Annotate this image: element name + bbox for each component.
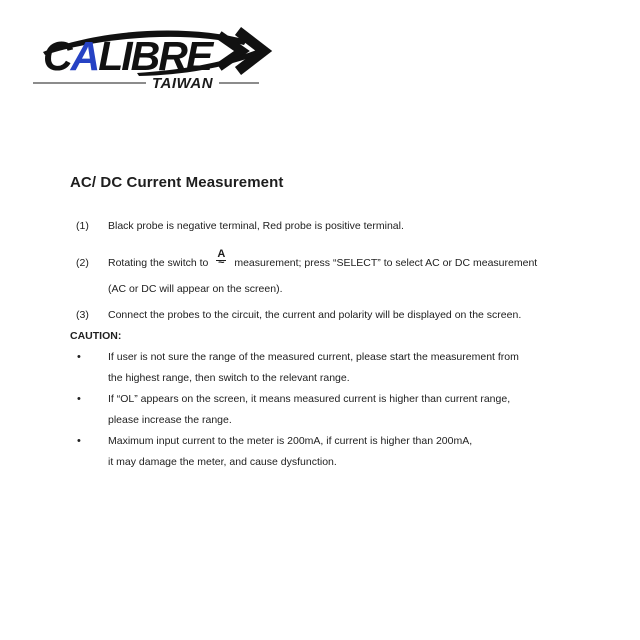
bullet-line: the highest range, then switch to the relevant range.	[108, 372, 350, 384]
bullet-line: If “OL” appears on the screen, it means measured current is higher than current range,	[108, 393, 511, 405]
numbered-item-1	[70, 216, 600, 237]
item-number: (2)	[76, 257, 89, 269]
bullet-dot: •	[77, 393, 81, 405]
bullet-dot: •	[77, 351, 81, 363]
acdc-amps-symbol-icon	[216, 249, 226, 269]
caution-heading: CAUTION:	[70, 330, 122, 342]
brand-letter-a: A	[70, 33, 99, 76]
item-text	[108, 249, 600, 300]
item-number: (1)	[76, 220, 89, 232]
item-text: Connect the probes to the circuit, the current and polarity will be displayed on the screen.	[108, 309, 522, 321]
numbered-item-3	[70, 305, 600, 326]
numbered-item-2	[70, 249, 600, 300]
bullet-text	[108, 389, 600, 431]
document-content	[70, 174, 600, 473]
bullet-line: please increase the range.	[108, 414, 232, 426]
item-number: (3)	[76, 309, 89, 321]
bullet-text	[108, 347, 600, 389]
symbol-letter: A	[217, 248, 226, 260]
caution-bullet-2	[70, 389, 600, 431]
text-before-symbol: Rotating the switch to	[108, 256, 209, 269]
caution-bullet-1	[70, 347, 600, 389]
brand-letters-rest: LIBRE	[98, 33, 212, 76]
country-label: TAIWAN	[152, 74, 214, 92]
bullet-line: If user is not sure the range of the measured current, please start the measurement from	[108, 351, 519, 363]
item-line: (AC or DC will appear on the screen).	[108, 283, 283, 295]
left-rule	[33, 82, 146, 84]
bullet-line: Maximum input current to the meter is 200mA, if current is higher than 200mA,	[108, 435, 473, 447]
calibre-logo	[33, 24, 275, 91]
text-after-symbol: measurement; press “SELECT” to select AC or DC measurement	[234, 256, 538, 269]
bullet-line: it may damage the meter, and cause dysfunction.	[108, 456, 337, 468]
logo-country-row	[33, 75, 275, 91]
item-text: Black probe is negative terminal, Red probe is positive terminal.	[108, 220, 404, 232]
right-rule	[219, 82, 259, 84]
item-line	[108, 249, 600, 277]
calibre-brand-graphic	[33, 24, 275, 76]
caution-bullet-3	[70, 431, 600, 473]
brand-letter-c: C	[43, 33, 71, 76]
page-title: AC/ DC Current Measurement	[70, 174, 284, 191]
bullet-dot: •	[77, 435, 81, 447]
bullet-text	[108, 431, 600, 473]
symbol-tilde: ~	[218, 257, 225, 269]
